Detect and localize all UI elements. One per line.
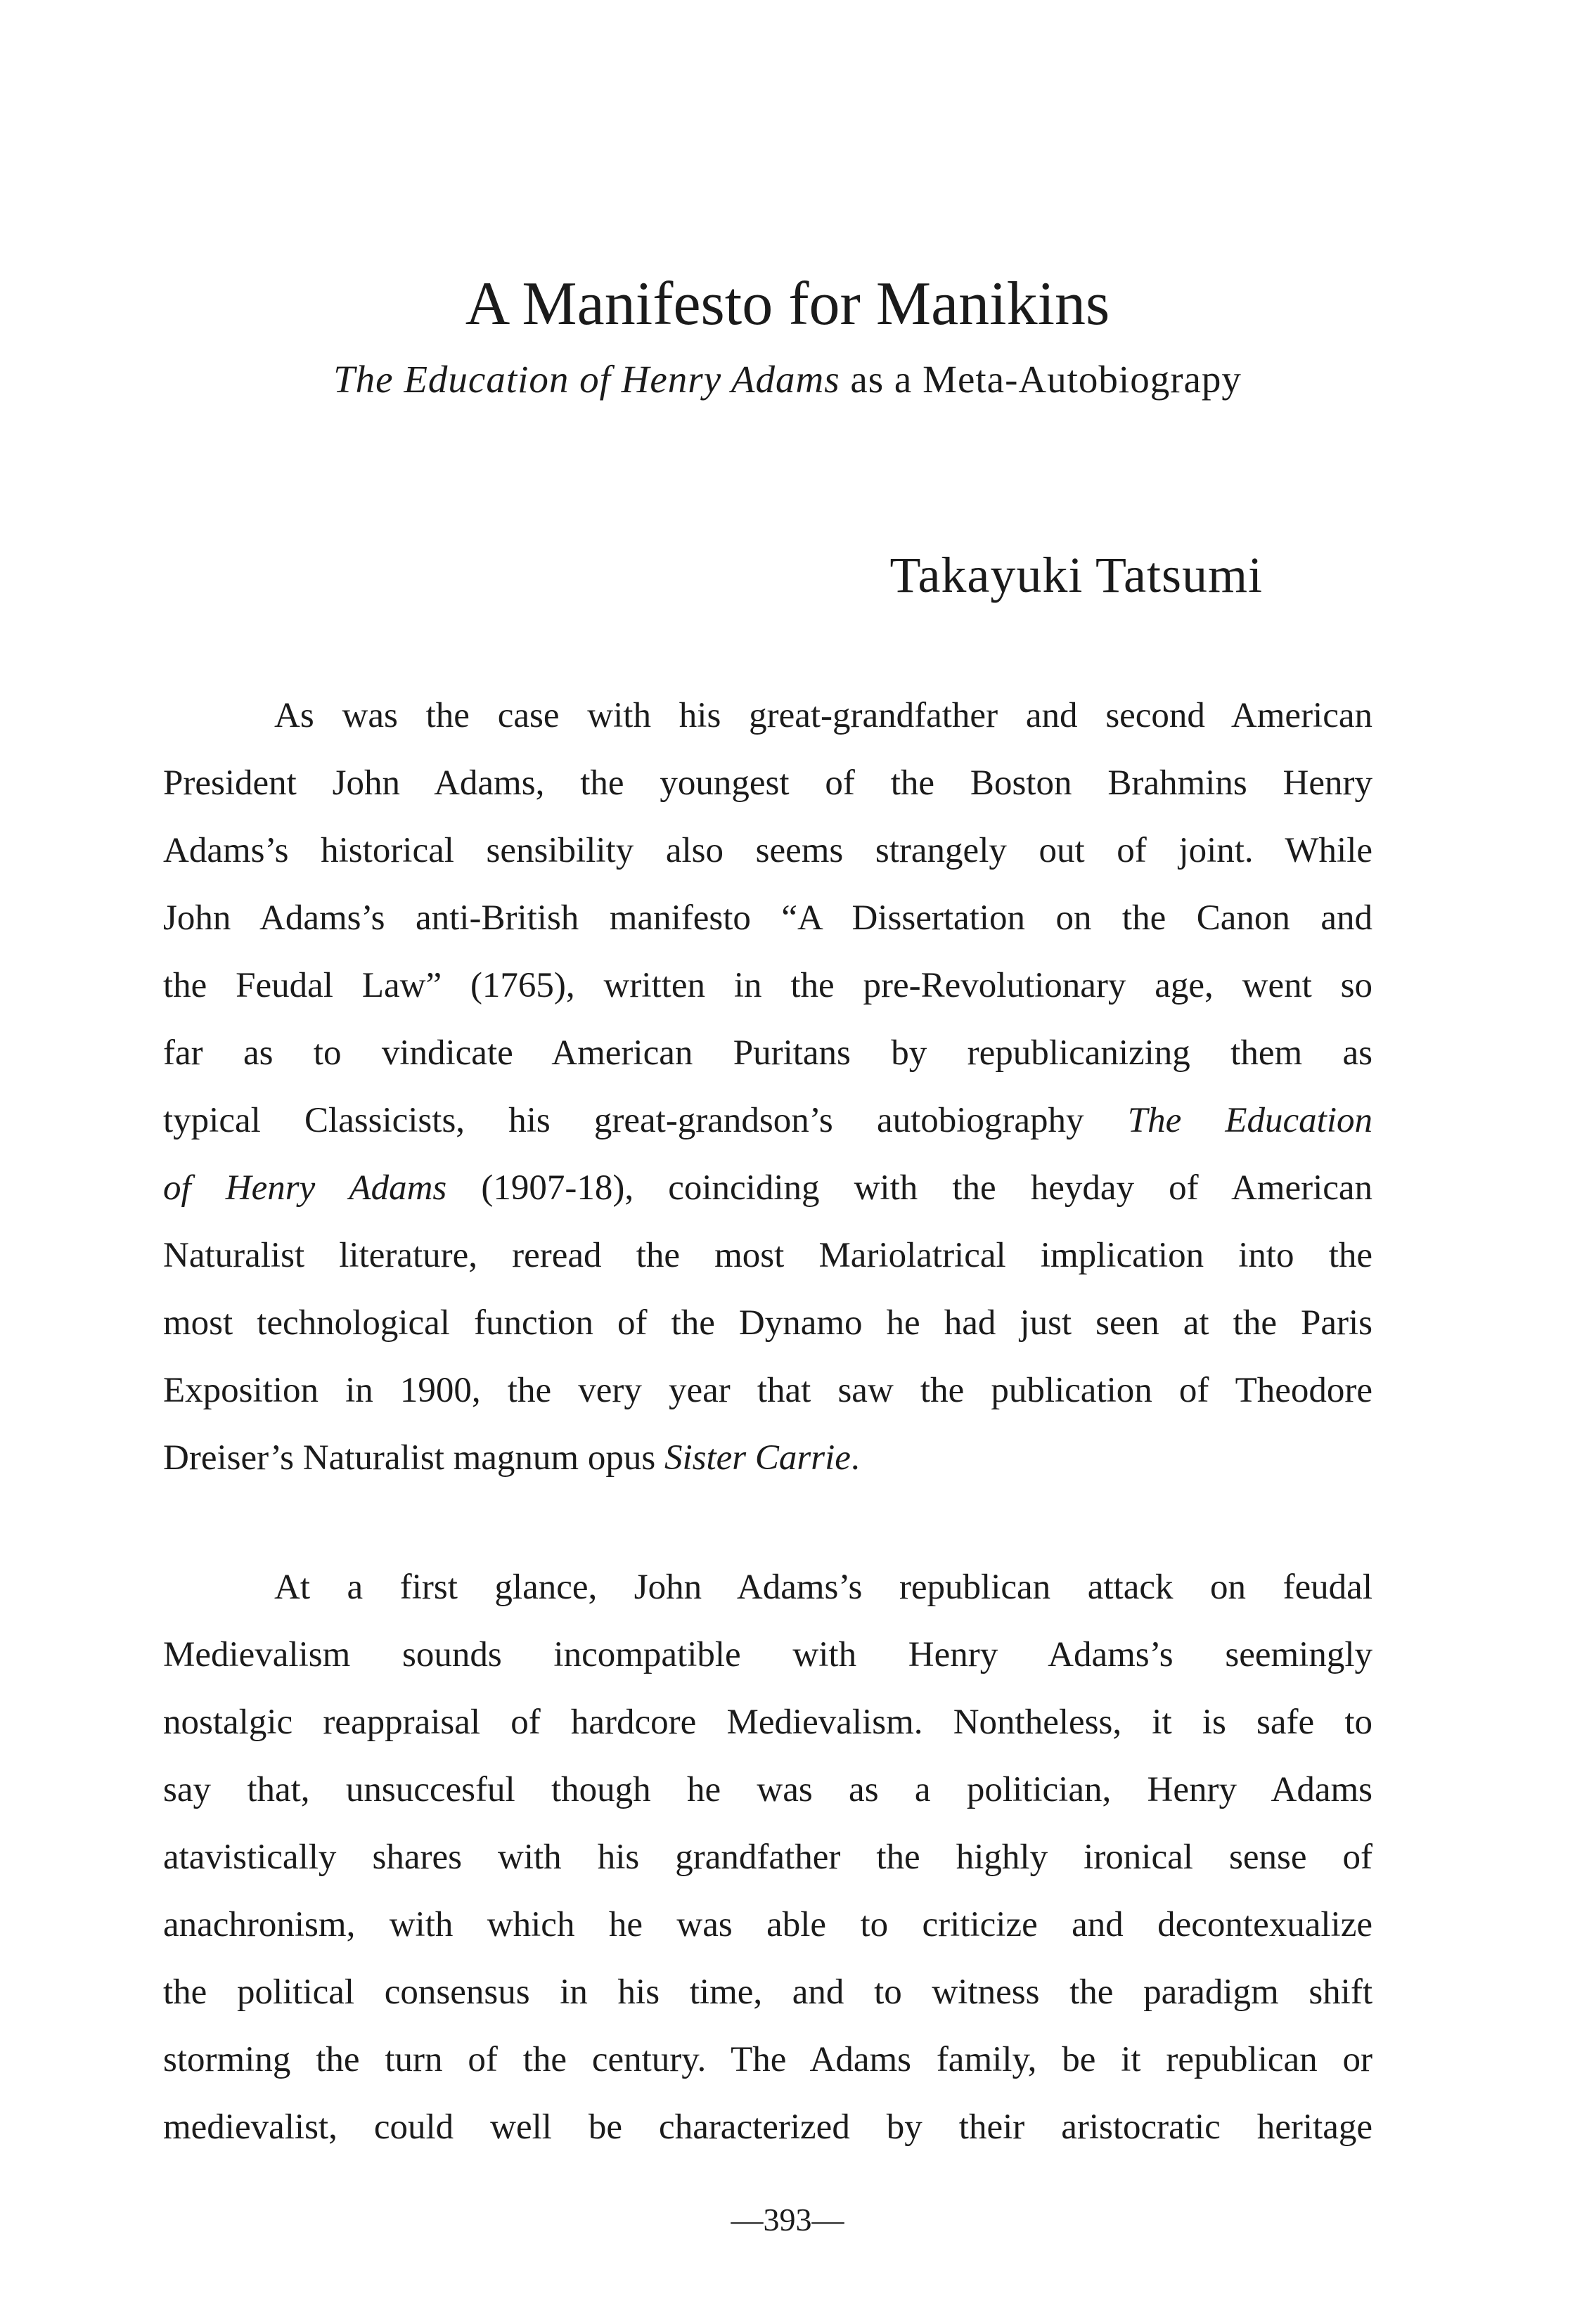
subtitle-italic-book-title: The Education of Henry Adams	[333, 358, 840, 401]
article-subtitle	[0, 351, 1575, 408]
paragraph-2-line: atavistically shares with his grandfather the highly ironical sense of	[163, 1838, 1372, 1877]
italic-book-title-part2: of Henry Adams	[163, 1168, 447, 1208]
italic-book-title-part1: The Education	[1127, 1101, 1372, 1140]
paragraph-1-line: the Feudal Law” (1765), written in the pre-Revolutionary age, went so	[163, 966, 1372, 1005]
paragraph-1-line-mixed	[163, 1087, 1372, 1154]
paragraph-1-line: President John Adams, the youngest of the Boston Brahmins Henry	[163, 763, 1372, 803]
paragraph-1-line-text: Dreiser’s Naturalist magnum opus	[163, 1438, 664, 1478]
subtitle-rest: as a Meta-Autobiograpy	[840, 358, 1242, 401]
paragraph-2-line: anachronism, with which he was able to criticize and decontexualize	[163, 1905, 1372, 1944]
page-number: —393—	[731, 2202, 844, 2238]
paragraph-1-line-text: typical Classicists, his great-grandson’s autobiography	[163, 1101, 1128, 1140]
paragraph-1	[163, 682, 1372, 1492]
paragraph-2-line: say that, unsuccesful though he was as a politician, Henry Adams	[163, 1770, 1372, 1809]
paragraph-1-line: most technological function of the Dynamo he had just seen at the Paris	[163, 1303, 1372, 1343]
paragraph-1-line-mixed	[163, 1154, 1372, 1222]
article-title: A Manifesto for Manikins	[465, 270, 1110, 338]
paragraph-2-line: medievalist, could well be characterized by their aristocratic heritage	[163, 2107, 1372, 2147]
paragraph-2-line: nostalgic reappraisal of hardcore Medievalism. Nontheless, it is safe to	[163, 1703, 1372, 1742]
paragraph-1-line: Adams’s historical sensibility also seems strangely out of joint. While	[163, 831, 1372, 870]
paragraph-2-line: Medievalism sounds incompatible with Henry Adams’s seemingly	[163, 1635, 1372, 1674]
paragraph-2-line: the political consensus in his time, and to witness the paradigm shift	[163, 1973, 1372, 2012]
paragraph-1-line: As was the case with his great-grandfather and second American	[274, 696, 1372, 735]
paragraph-2	[163, 1554, 1372, 2161]
paragraph-1-line: John Adams’s anti-British manifesto “A Dissertation on the Canon and	[163, 898, 1372, 938]
paragraph-2-line: storming the turn of the century. The Adams family, be it republican or	[163, 2040, 1372, 2079]
paragraph-1-line: Exposition in 1900, the very year that saw the publication of Theodore	[163, 1371, 1372, 1410]
italic-novel-title: Sister Carrie	[664, 1438, 851, 1478]
paragraph-1-line: Naturalist literature, reread the most Mariolatrical implication into the	[163, 1236, 1372, 1275]
paragraph-1-line: far as to vindicate American Puritans by republicanizing them as	[163, 1033, 1372, 1073]
sentence-period: .	[850, 1438, 860, 1478]
paragraph-1-line-mixed	[163, 1424, 1372, 1492]
paragraph-2-line: At a first glance, John Adams’s republican attack on feudal	[274, 1568, 1372, 1607]
paragraph-1-line-text: (1907-18), coinciding with the heyday of American	[481, 1168, 1373, 1208]
author-name: Takayuki Tatsumi	[889, 547, 1263, 603]
